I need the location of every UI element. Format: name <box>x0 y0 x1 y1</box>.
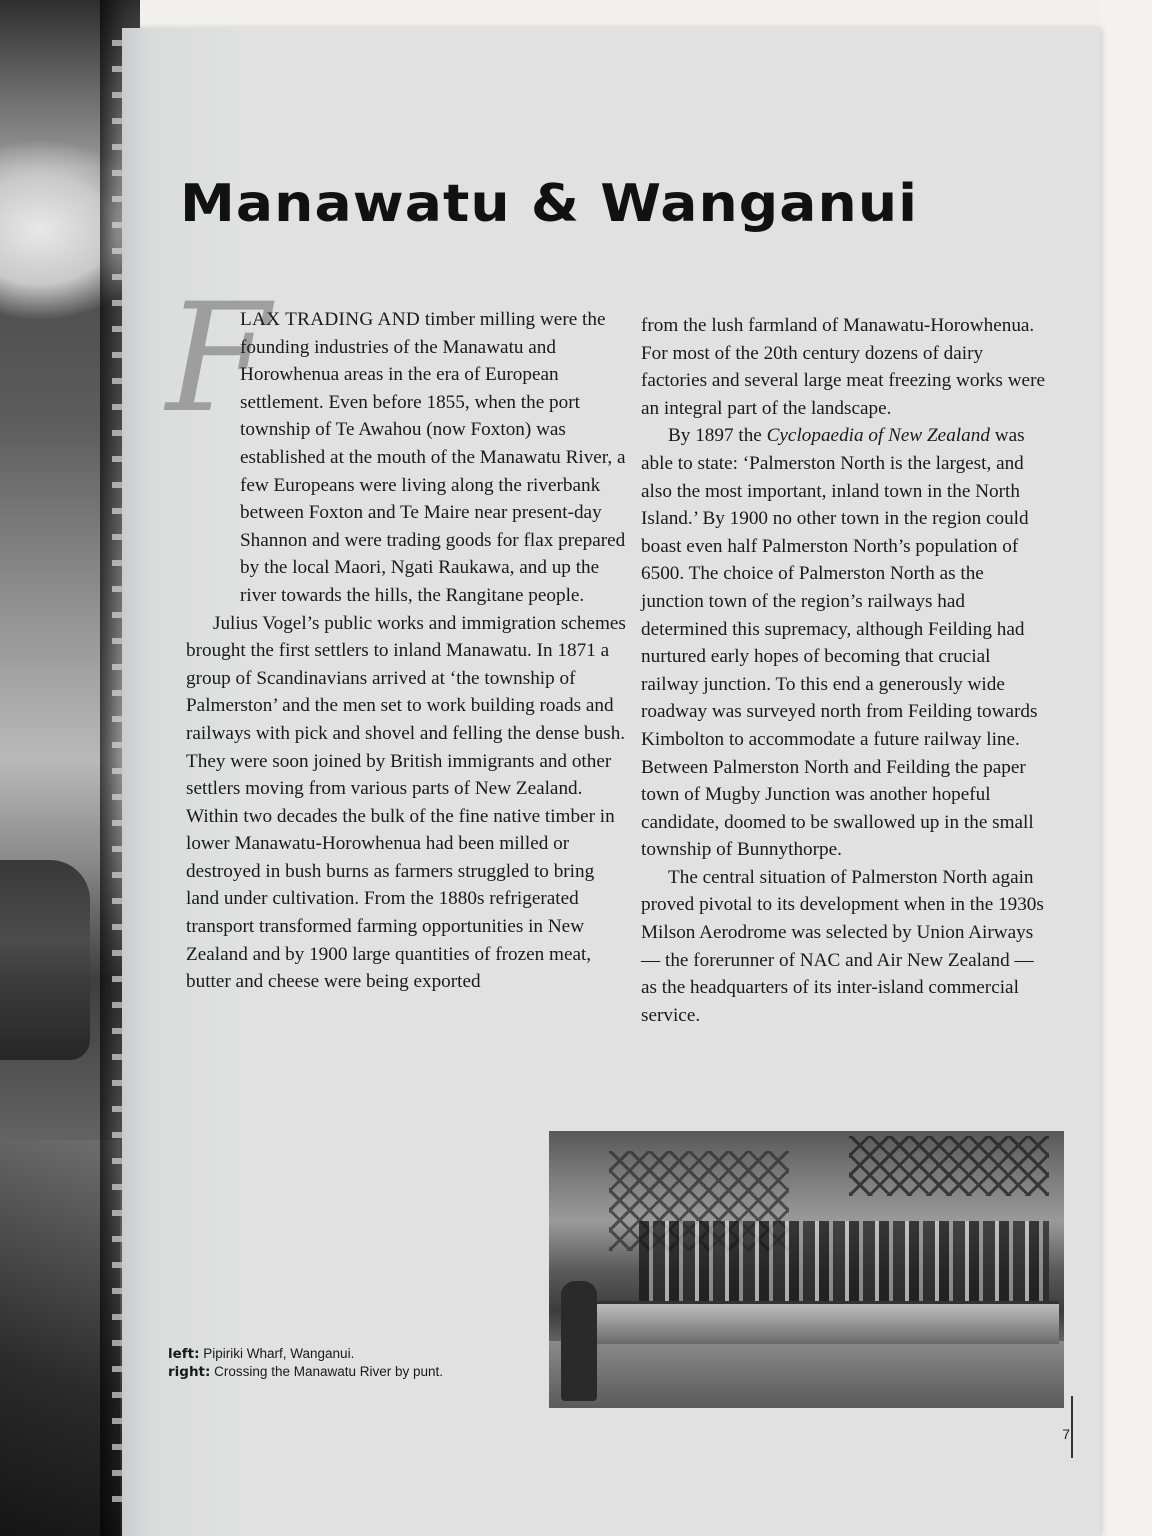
paragraph-text: was able to state: ‘Palmerston North is the largest, and also the most important, inland town in the North Island.’ By 1900 no other town in the region could boast even half Palmerston North’s population of 6500. The choice of Palmerston North as the junction town of the region’s railways had determined this supremacy, although Feilding had nurtured early hopes of becoming that crucial railway junction. To this end a generously wide roadway was surveyed north from Feilding towards Kimbolton to accommodate a future railway line. Between Palmerston North and Feilding the paper town of Mugby Junction was another hopeful candidate, doomed to be swallowed up in the small township of Bunnythorpe. <box>641 425 1038 861</box>
caption-right-label: right: <box>168 1364 211 1380</box>
italic-title: Cyclopaedia of New Zealand <box>766 425 990 447</box>
punt-crossing-photo <box>549 1131 1064 1408</box>
paragraph-text: timber milling were the founding industries of the Manawatu and Horowhenua areas in the era of European settlement. Even before 1855, when the port township of Te Awahou (now Foxton) was established at the mouth of the Manawatu River, a few Europeans were living along the riverbank between Foxton and Te Maire near present-day Shannon and were trading goods for flax prepared by the local Maori, Ngati Raukawa, and up the river towards the hills, the Rangitane people. <box>240 309 626 606</box>
spiral-binding <box>112 40 122 1510</box>
page-title: Manawatu & Wanganui <box>180 174 919 234</box>
lead-in-text: LAX TRADING AND <box>240 309 421 330</box>
caption-left-label: left: <box>168 1346 200 1362</box>
paragraph: The central situation of Palmerston North again proved pivotal to its development when in the 1930s Milson Aerodrome was selected by Union Airways — the forerunner of NAC and Air New Zealand — as the headquarters of its inter-island commercial service. <box>641 866 1044 1026</box>
photo-boy <box>561 1281 597 1401</box>
text-column-left <box>186 306 626 996</box>
caption-left-text: Pipiriki Wharf, Wanganui. <box>199 1346 355 1361</box>
page-number-rule <box>1071 1396 1073 1458</box>
paragraph <box>641 422 1046 864</box>
photo-bridge-right <box>849 1136 1049 1196</box>
paragraph <box>186 306 626 610</box>
caption-right-text: Crossing the Manawatu River by punt. <box>210 1364 444 1379</box>
caption-right <box>168 1363 528 1381</box>
text-column-right <box>641 312 1046 1029</box>
photo-punt <box>589 1301 1059 1344</box>
background <box>1100 0 1152 1536</box>
photo-crowd <box>639 1221 1049 1311</box>
paragraph: from the lush farmland of Manawatu-Horowhenua. For most of the 20th century dozens of dairy factories and several large meat freezing works were an integral part of the landscape. <box>641 315 1045 419</box>
photo-water <box>549 1341 1064 1408</box>
paragraph: Julius Vogel’s public works and immigration schemes brought the first settlers to inland Manawatu. In 1871 a group of Scandinavians arrived at ‘the township of Palmerston’ and the men set to work building roads and railways with pick and shovel and felling the dense bush. They were soon joined by British immigrants and other settlers moving from various parts of New Zealand. Within two decades the bulk of the fine native timber in lower Manawatu-Horowhenua had been milled or destroyed in bush burns as farmers struggled to bring land under cultivation. From the 1880s refrigerated transport transformed farming opportunities in New Zealand and by 1900 large quantities of frozen meat, butter and cheese were being exported <box>186 612 626 993</box>
paragraph-text: By 1897 the <box>668 425 767 447</box>
drop-cap: F <box>166 272 271 446</box>
photo-caption <box>168 1345 528 1381</box>
left-photo-wharf <box>0 860 90 1060</box>
caption-left <box>168 1345 528 1363</box>
page-number: 7 <box>1062 1426 1070 1442</box>
